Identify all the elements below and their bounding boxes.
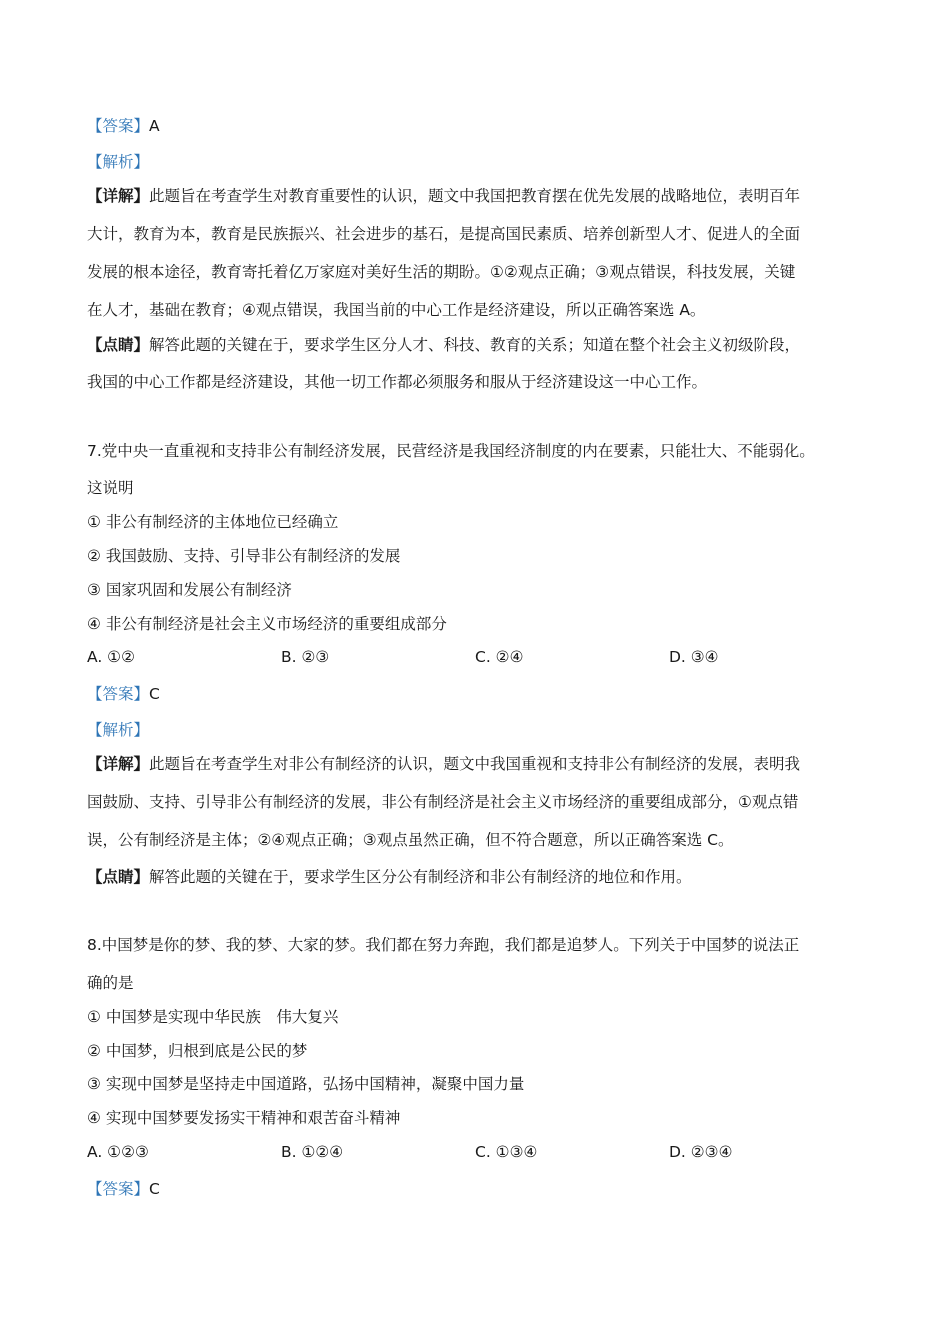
q7-option-a: A. ①② [87, 648, 135, 666]
q8-item-4: ④ 实现中国梦要发扬实干精神和艰苦奋斗精神 [87, 1109, 401, 1127]
detail-tag: 【详解】 [87, 755, 150, 773]
q8-option-c: C. ①③④ [475, 1143, 538, 1161]
q6-answer-line [87, 115, 877, 137]
q7-tip-line-1: 【点睛】解答此题的关键在于，要求学生区分公有制经济和非公有制经济的地位和作用。 [87, 868, 692, 886]
q8-item-1: ① 中国梦是实现中华民族 伟大复兴 [87, 1008, 339, 1026]
q7-detail-line-3: 误，公有制经济是主体；②④观点正确；③观点虽然正确，但不符合题意，所以正确答案选 C。 [87, 831, 734, 849]
q8-answer-line [87, 1178, 877, 1200]
tip-tag: 【点睛】 [87, 336, 150, 354]
answer-tag: 【答案】 [87, 685, 150, 703]
q8-option-d: D. ②③④ [669, 1143, 733, 1161]
q8-stem-line-2: 确的是 [87, 974, 134, 992]
q7-stem-line-2: 这说明 [87, 479, 134, 497]
q7-analysis-tag: 【解析】 [87, 721, 150, 739]
q6-detail-line-2: 大计，教育为本，教育是民族振兴、社会进步的基石，是提高国民素质、培养创新型人才、促进人的全面 [87, 225, 801, 243]
q6-detail-line-3: 发展的根本途径，教育寄托着亿万家庭对美好生活的期盼。①②观点正确；③观点错误，科技发展，关键 [87, 263, 796, 281]
answer-tag: 【答案】 [87, 117, 150, 135]
q6-detail-line-4: 在人才，基础在教育；④观点错误，我国当前的中心工作是经济建设，所以正确答案选 A。 [87, 301, 706, 319]
q7-stem-line-1: 7.党中央一直重视和支持非公有制经济发展，民营经济是我国经济制度的内在要素，只能壮大、不能弱化。 [87, 442, 815, 460]
q8-stem-line-1: 8.中国梦是你的梦、我的梦、大家的梦。我们都在努力奔跑，我们都是追梦人。下列关于中国梦的说法正 [87, 936, 800, 954]
q7-option-c: C. ②④ [475, 648, 524, 666]
q7-option-b: B. ②③ [281, 648, 330, 666]
q7-item-1: ① 非公有制经济的主体地位已经确立 [87, 513, 339, 531]
q8-item-2: ② 中国梦，归根到底是公民的梦 [87, 1042, 308, 1060]
q7-option-d: D. ③④ [669, 648, 719, 666]
q6-tip-line-1: 【点睛】解答此题的关键在于，要求学生区分人才、科技、教育的关系；知道在整个社会主义初级阶段， [87, 336, 801, 354]
q7-item-2: ② 我国鼓励、支持、引导非公有制经济的发展 [87, 547, 401, 565]
tip-tag: 【点睛】 [87, 868, 150, 886]
q7-answer-line [87, 683, 877, 705]
q8-option-a: A. ①②③ [87, 1143, 149, 1161]
q6-tip-line-2: 我国的中心工作都是经济建设，其他一切工作都必须服务和服从于经济建设这一中心工作。 [87, 373, 708, 391]
q6-analysis-tag: 【解析】 [87, 153, 150, 171]
answer-tag: 【答案】 [87, 1180, 150, 1198]
q7-detail-line-1: 【详解】此题旨在考查学生对非公有制经济的认识，题文中我国重视和支持非公有制经济的发展，表明我 [87, 755, 801, 773]
detail-tag: 【详解】 [87, 187, 150, 205]
answer-value: C [149, 685, 160, 703]
q7-item-4: ④ 非公有制经济是社会主义市场经济的重要组成部分 [87, 615, 447, 633]
answer-value: C [149, 1180, 160, 1198]
q7-detail-line-2: 国鼓励、支持、引导非公有制经济的发展，非公有制经济是社会主义市场经济的重要组成部分，①观点错 [87, 793, 799, 811]
q8-item-3: ③ 实现中国梦是坚持走中国道路，弘扬中国精神，凝聚中国力量 [87, 1075, 525, 1093]
q7-item-3: ③ 国家巩固和发展公有制经济 [87, 581, 292, 599]
q6-detail-line-1: 【详解】此题旨在考查学生对教育重要性的认识，题文中我国把教育摆在优先发展的战略地位，表明百年 [87, 187, 801, 205]
q8-option-b: B. ①②④ [281, 1143, 344, 1161]
answer-value: A [149, 117, 160, 135]
